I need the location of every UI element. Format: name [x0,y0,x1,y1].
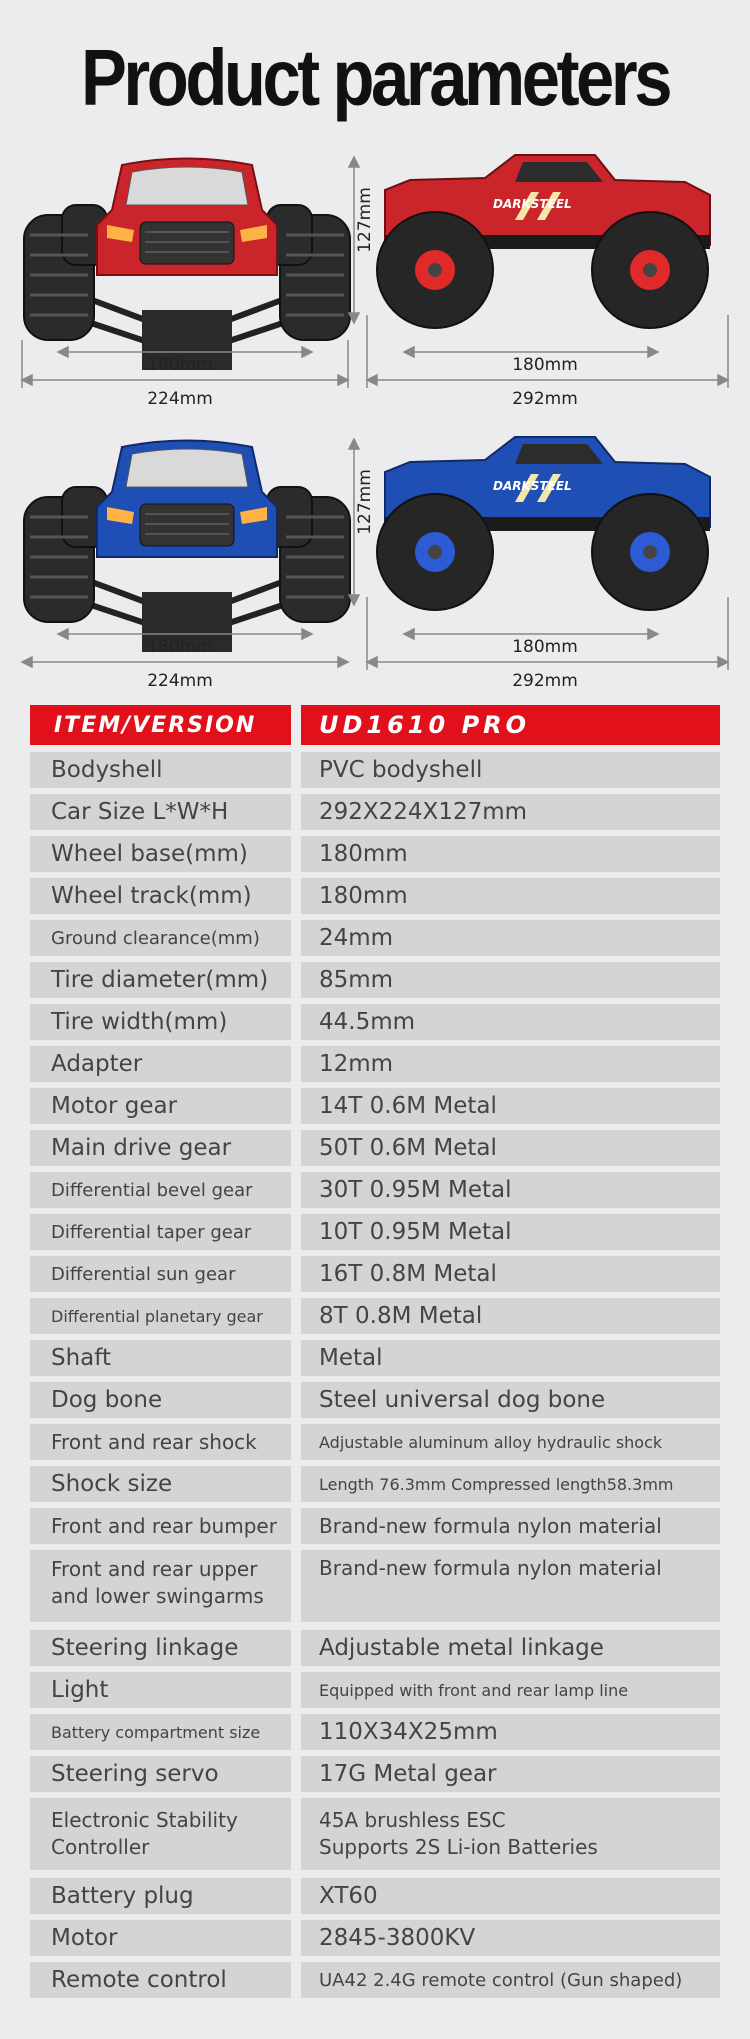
spec-item: Differential sun gear [30,1256,291,1292]
table-header-row [30,705,720,745]
spec-item: Tire diameter(mm) [30,962,291,998]
table-row [30,1172,720,1208]
blue-front-wheel-track-label: 180mm [147,637,213,657]
spec-item: Electronic Stability Controller [30,1798,291,1870]
red-side-wheel-base-label: 180mm [512,355,578,375]
page-title: Product parameters [80,33,670,122]
spec-item: Wheel base(mm) [30,836,291,872]
spec-value: 85mm [301,962,720,998]
spec-value: 17G Metal gear [301,1756,720,1792]
table-row [30,1466,720,1502]
table-row [30,1756,720,1792]
spec-item: Bodyshell [30,752,291,788]
spec-value: Metal [301,1340,720,1376]
spec-item: Remote control [30,1962,291,1998]
spec-item: Steering linkage [30,1630,291,1666]
spec-value: 14T 0.6M Metal [301,1088,720,1124]
spec-value: UA42 2.4G remote control (Gun shaped) [301,1962,720,1998]
table-row [30,1046,720,1082]
blue-side-height-label: 127mm [355,469,375,535]
spec-value: 30T 0.95M Metal [301,1172,720,1208]
table-row [30,1130,720,1166]
red-side-length-label: 292mm [512,389,578,409]
spec-value: 2845-3800KV [301,1920,720,1956]
spec-value: 10T 0.95M Metal [301,1214,720,1250]
table-row [30,1424,720,1460]
header-model-name: UD1610 PRO [301,705,720,745]
spec-value: 8T 0.8M Metal [301,1298,720,1334]
spec-value: 44.5mm [301,1004,720,1040]
spec-value: XT60 [301,1878,720,1914]
spec-value: Equipped with front and rear lamp line [301,1672,720,1708]
red-front-width-label: 224mm [147,389,213,409]
table-row [30,794,720,830]
blue-front-width-label: 224mm [147,671,213,691]
table-row [30,878,720,914]
table-row [30,1214,720,1250]
spec-value: 180mm [301,836,720,872]
spec-item: Battery plug [30,1878,291,1914]
spec-item: Differential bevel gear [30,1172,291,1208]
spec-item: Differential planetary gear [30,1298,291,1334]
table-row [30,1550,720,1622]
red-front-wheel-track-label: 180mm [147,355,213,375]
spec-value: Adjustable aluminum alloy hydraulic shock [301,1424,720,1460]
blue-side-wheel-base-label: 180mm [512,637,578,657]
table-row [30,1340,720,1376]
table-row [30,836,720,872]
spec-item: Battery compartment size [30,1714,291,1750]
table-row [30,1714,720,1750]
table-row [30,752,720,788]
table-row [30,1298,720,1334]
spec-value: 50T 0.6M Metal [301,1130,720,1166]
spec-value: 292X224X127mm [301,794,720,830]
table-row [30,1630,720,1666]
spec-item: Front and rear upper and lower swingarms [30,1550,291,1622]
blue-side-decal: DARKSTEEL [493,479,572,493]
red-side-height-label: 127mm [355,187,375,253]
spec-item: Dog bone [30,1382,291,1418]
table-row [30,1004,720,1040]
table-row [30,1878,720,1914]
table-row [30,1920,720,1956]
spec-item: Motor gear [30,1088,291,1124]
spec-item: Differential taper gear [30,1214,291,1250]
table-row [30,1508,720,1544]
table-row [30,1798,720,1870]
table-row [30,1256,720,1292]
spec-item: Tire width(mm) [30,1004,291,1040]
spec-value: 45A brushless ESC Supports 2S Li-ion Batteries [301,1798,720,1870]
spec-value: 180mm [301,878,720,914]
spec-item: Car Size L*W*H [30,794,291,830]
spec-item: Adapter [30,1046,291,1082]
table-row [30,962,720,998]
table-row [30,1088,720,1124]
table-row [30,1962,720,1998]
spec-item: Front and rear shock [30,1424,291,1460]
spec-value: Length 76.3mm Compressed length58.3mm [301,1466,720,1502]
spec-item: Light [30,1672,291,1708]
spec-item: Shock size [30,1466,291,1502]
spec-value: 110X34X25mm [301,1714,720,1750]
table-row [30,1382,720,1418]
spec-value: PVC bodyshell [301,752,720,788]
spec-item: Wheel track(mm) [30,878,291,914]
spec-item: Ground clearance(mm) [30,920,291,956]
spec-item: Steering servo [30,1756,291,1792]
header-item-version: ITEM/VERSION [30,705,291,745]
spec-item: Front and rear bumper [30,1508,291,1544]
spec-item: Main drive gear [30,1130,291,1166]
spec-value: 16T 0.8M Metal [301,1256,720,1292]
table-row [30,1672,720,1708]
blue-side-length-label: 292mm [512,671,578,691]
table-row [30,920,720,956]
spec-value: Adjustable metal linkage [301,1630,720,1666]
spec-value: 24mm [301,920,720,956]
spec-value: Steel universal dog bone [301,1382,720,1418]
spec-item: Motor [30,1920,291,1956]
spec-value: Brand-new formula nylon material [301,1550,720,1622]
spec-value: Brand-new formula nylon material [301,1508,720,1544]
spec-value: 12mm [301,1046,720,1082]
red-side-decal: DARKSTEEL [493,197,572,211]
spec-item: Shaft [30,1340,291,1376]
